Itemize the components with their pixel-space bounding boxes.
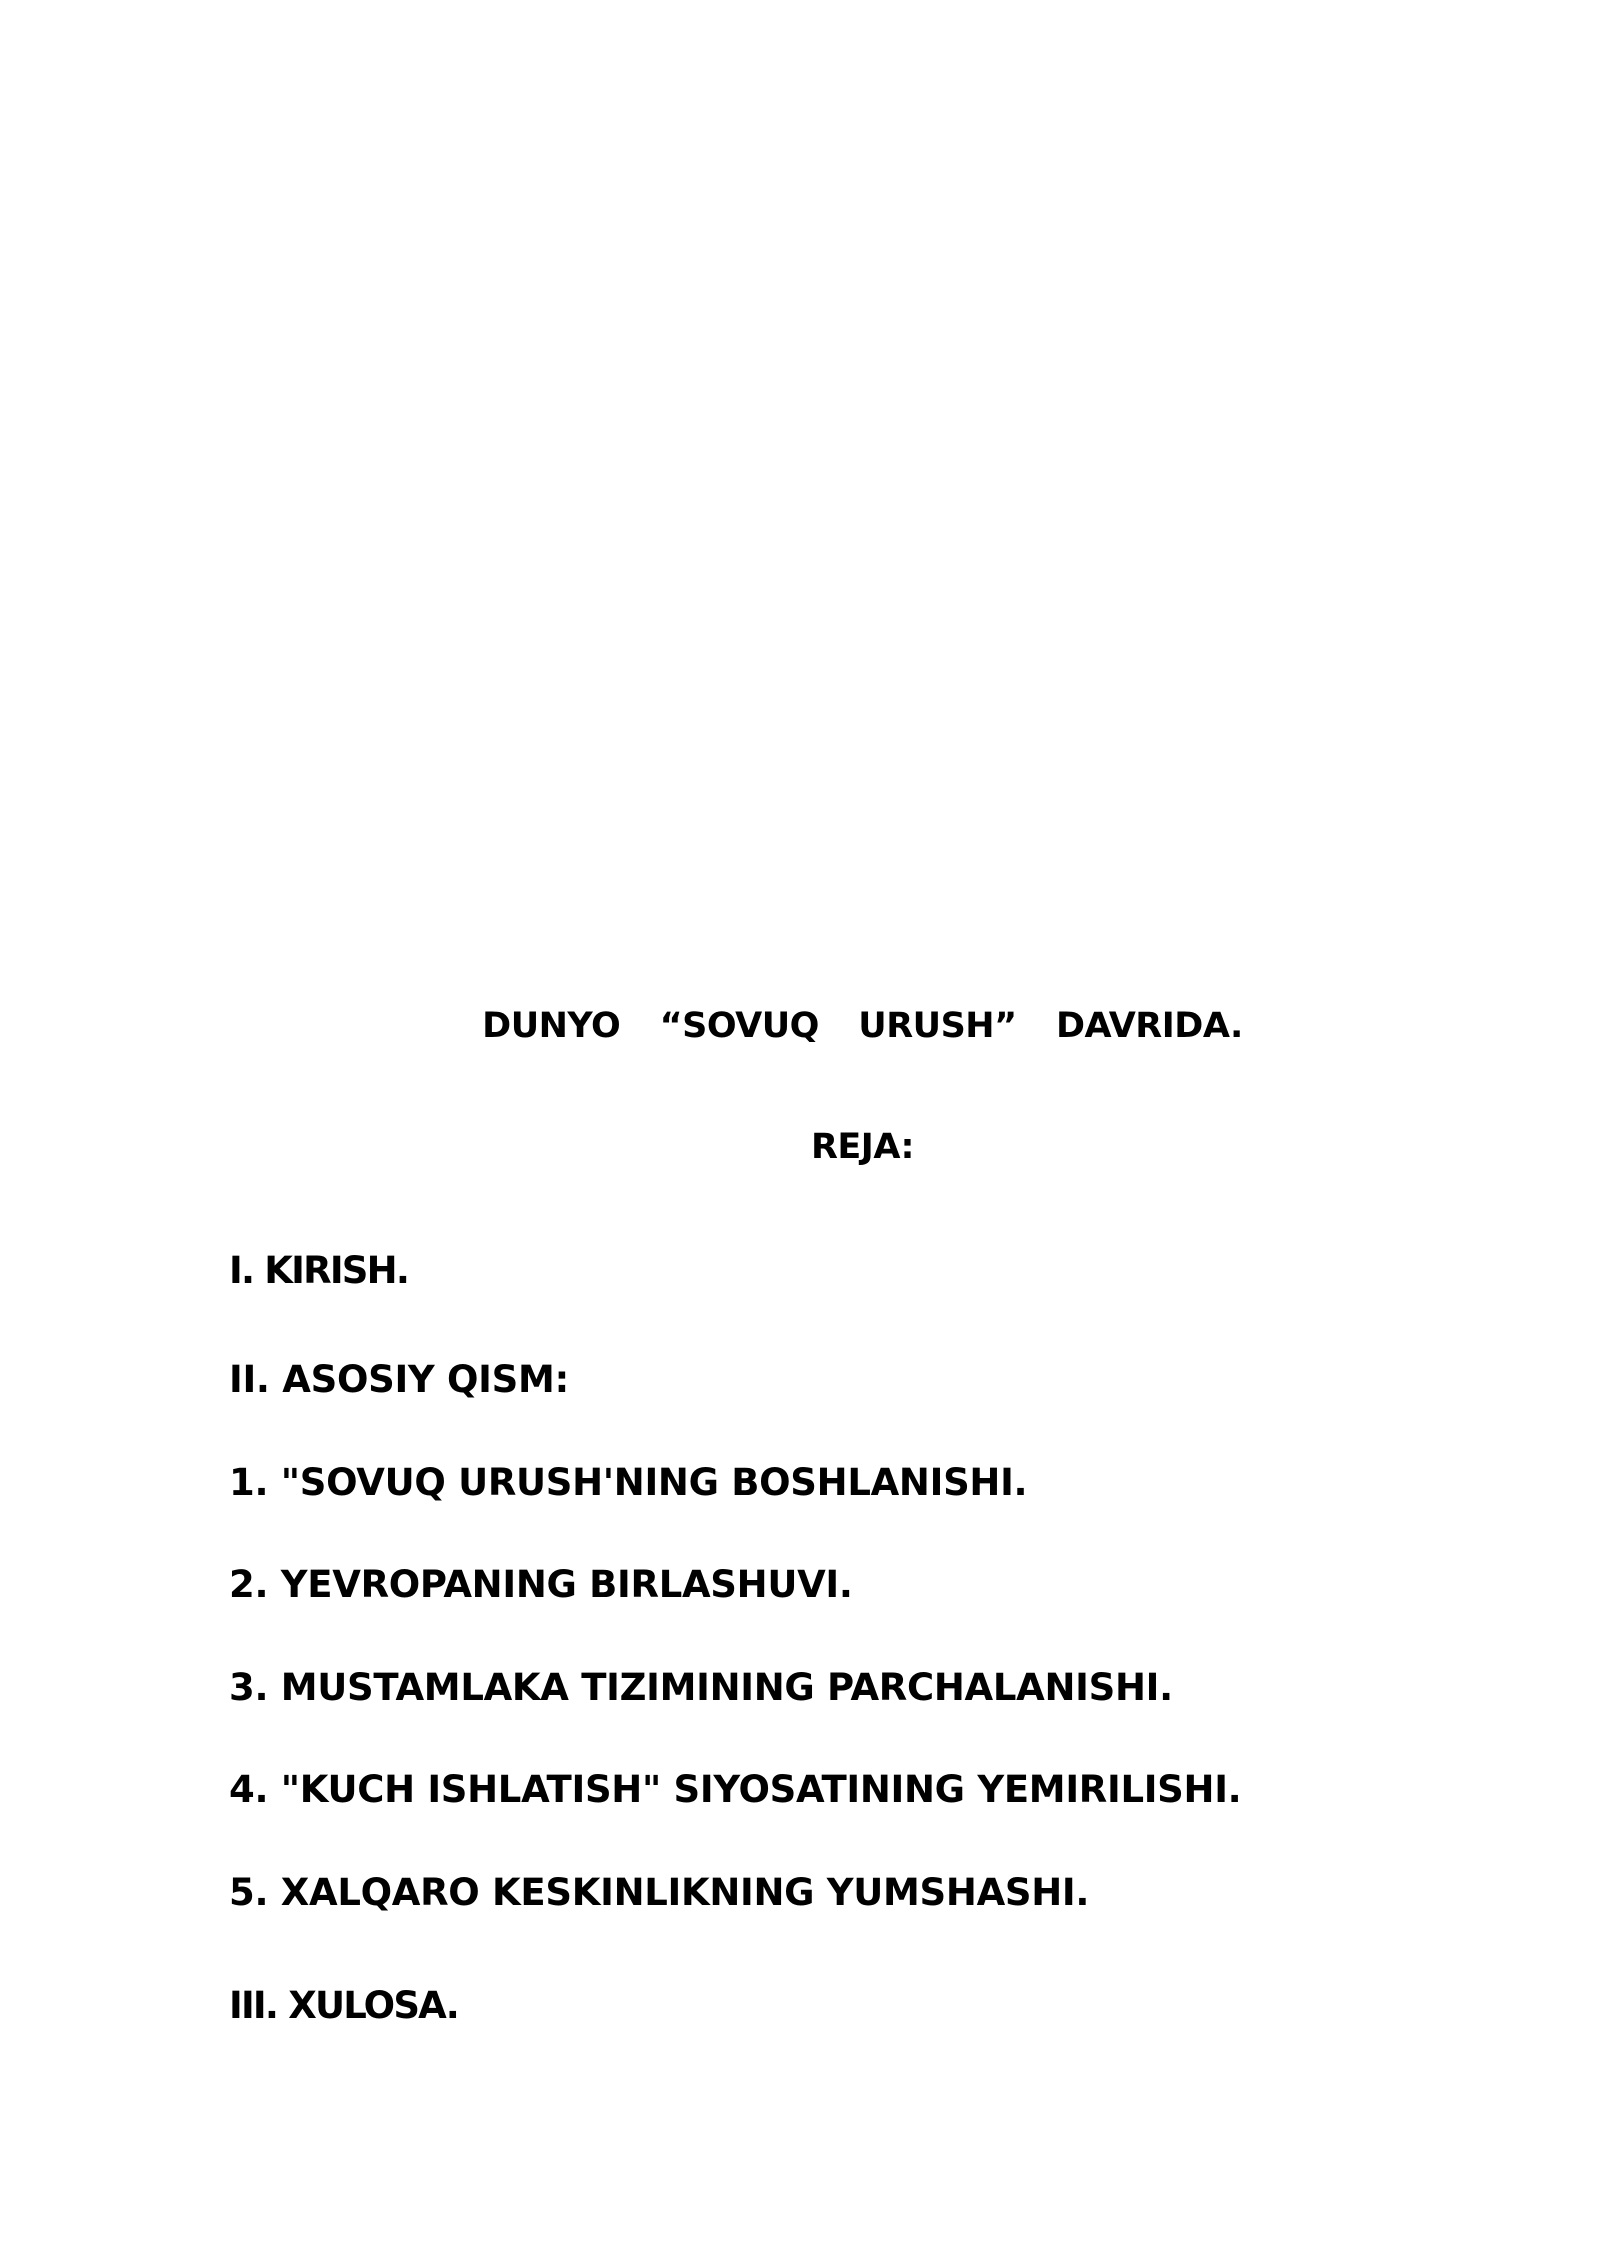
plan-item-3: 3. MUSTAMLAKA TIZIMINING PARCHALANISHI. [229, 1666, 1173, 1709]
plan-item-2: 2. YEVROPANING BIRLASHUVI. [229, 1563, 853, 1606]
plan-heading: REJA: [810, 1127, 915, 1167]
plan-item-4: 4. "KUCH ISHLATISH" SIYOSATINING YEMIRILISHI. [229, 1768, 1242, 1811]
plan-item-introduction: I. KIRISH. [229, 1249, 409, 1292]
plan-item-5: 5. XALQARO KESKINLIKNING YUMSHASHI. [229, 1871, 1090, 1914]
plan-item-main-part: II. ASOSIY QISM: [229, 1358, 569, 1401]
plan-item-1: 1. "SOVUQ URUSH'NING BOSHLANISHI. [229, 1461, 1028, 1504]
plan-item-conclusion: III. XULOSA. [229, 1984, 458, 2027]
document-title: DUNYO “SOVUQ URUSH” DAVRIDA. [482, 1006, 1243, 1046]
